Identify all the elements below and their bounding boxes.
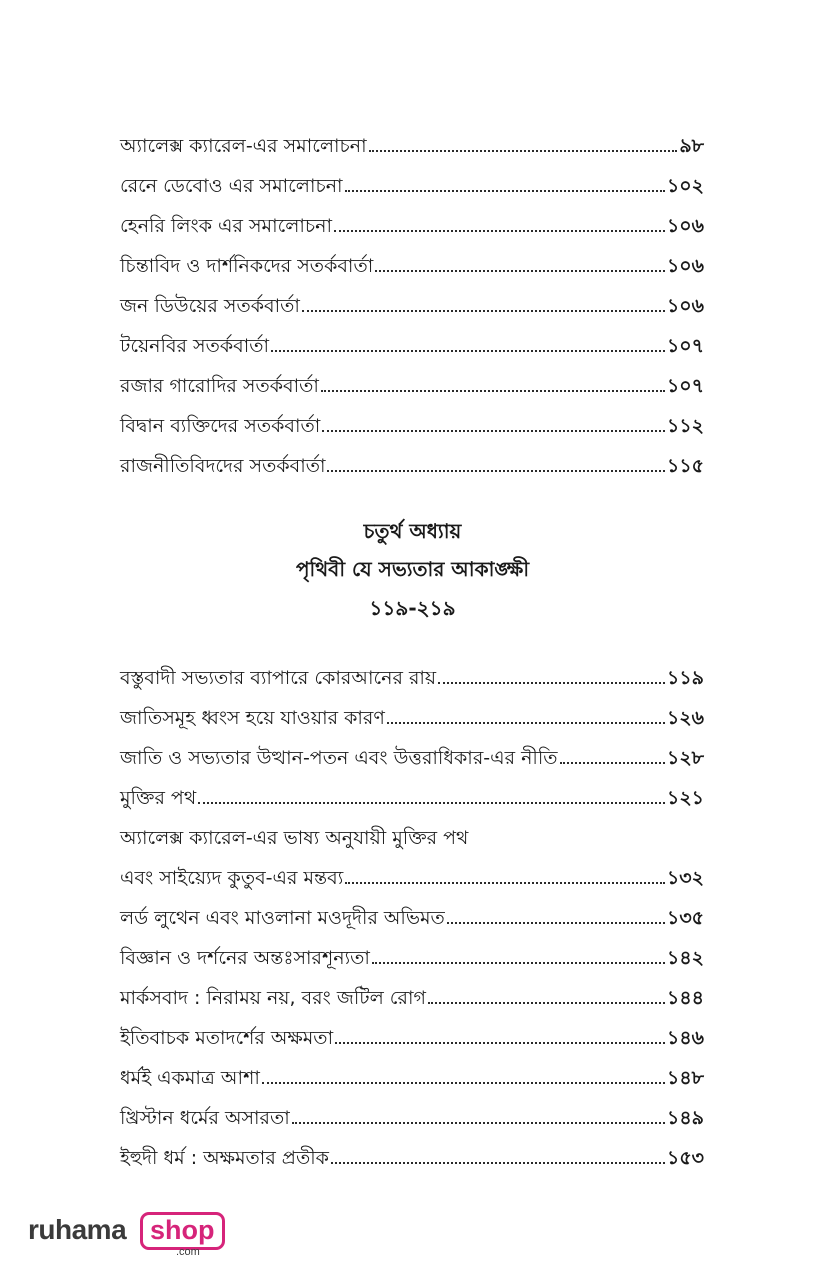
toc-entry <box>120 1130 704 1170</box>
chapter-heading <box>0 512 825 628</box>
toc-entry <box>120 278 704 318</box>
toc-entry <box>120 1050 704 1090</box>
dot-leader <box>262 1082 665 1084</box>
toc-entry-page: ১২৮ <box>666 747 704 769</box>
toc-entry-title: রজার গারোদির সতর্কবার্তা <box>120 375 319 397</box>
toc-entry <box>120 198 704 238</box>
toc-entry-title-line1: অ্যালেক্স ক্যারেল-এর ভাষ্য অনুযায়ী মুক্তির পথ <box>120 827 469 849</box>
dot-leader <box>369 150 678 152</box>
dot-leader <box>375 270 665 272</box>
toc-entry <box>120 730 704 770</box>
toc-entry-title: জাতি ও সভ্যতার উত্থান-পতন এবং উত্তরাধিকার-এর নীতি <box>120 747 558 769</box>
logo-wordmark: ruhama <box>28 1214 127 1245</box>
toc-entry-page: ১৫৩ <box>666 1147 704 1169</box>
toc-entry-page: ১১৫ <box>667 455 704 477</box>
dot-leader <box>345 190 665 192</box>
toc-entry-title: এবং সাইয়্যেদ কুতুব-এর মন্তব্য <box>120 867 344 889</box>
dot-leader <box>327 470 665 472</box>
toc-entry <box>120 158 704 198</box>
dot-leader <box>428 1002 665 1004</box>
toc-entry-page: ১০৬ <box>666 295 704 317</box>
toc-entry-title: ধর্মই একমাত্র আশা <box>120 1067 260 1089</box>
toc-entry-page: ১৪৪ <box>667 987 704 1009</box>
toc-entry <box>120 890 704 930</box>
toc-entry <box>120 1090 704 1130</box>
toc-entry-title: লর্ড লুথেন এবং মাওলানা মওদূদীর অভিমত <box>120 907 445 929</box>
toc-entry-title: খ্রিস্টান ধর্মের অসারতা <box>120 1107 290 1129</box>
toc-entry-page: ১২৬ <box>666 707 704 729</box>
toc-entry-title: রেনে ডেবোও এর সমালোচনা <box>120 175 343 197</box>
toc-entry-title: টয়েনবির সতর্কবার্তা <box>120 335 269 357</box>
toc-entry-page: ১১২ <box>666 415 704 437</box>
toc-entry-line2 <box>120 850 704 890</box>
toc-entry-page: ১২১ <box>666 787 704 809</box>
toc-entry-page: ৯৮ <box>679 135 704 157</box>
chapter-page-range: ১১৯-২১৯ <box>369 596 456 620</box>
toc-entry-page: ১০৭ <box>666 375 704 397</box>
toc-list-lower <box>120 650 704 1170</box>
toc-entry <box>120 358 704 398</box>
dot-leader <box>560 762 665 764</box>
dot-leader <box>387 722 665 724</box>
toc-entry-page: ১৩২ <box>666 867 704 889</box>
dot-leader <box>447 922 665 924</box>
toc-entry <box>120 650 704 690</box>
toc-entry-title: হেনরি লিংক এর সমালোচনা <box>120 215 333 237</box>
dot-leader <box>271 350 665 352</box>
toc-entry-title: ইহুদী ধর্ম : অক্ষমতার প্রতীক <box>120 1147 329 1169</box>
toc-entry <box>120 118 704 158</box>
toc-entry-page: ১০৬ <box>666 215 704 237</box>
toc-entry-page: ১৪৬ <box>666 1027 704 1049</box>
toc-entry-multiline <box>120 810 704 890</box>
chapter-title: পৃথিবী যে সভ্যতার আকাঙ্ক্ষী <box>295 557 530 581</box>
dot-leader <box>322 430 665 432</box>
dot-leader <box>335 1042 665 1044</box>
dot-leader <box>292 1122 665 1124</box>
dot-leader <box>334 230 665 232</box>
dot-leader <box>345 882 665 884</box>
dot-leader <box>302 310 665 312</box>
toc-entry-title: চিন্তাবিদ ও দার্শনিকদের সতর্কবার্তা <box>120 255 374 277</box>
toc-entry-title: রাজনীতিবিদদের সতর্কবার্তা <box>120 455 326 477</box>
chapter-label: চতুর্থ অধ্যায় <box>363 519 462 543</box>
toc-entry-title: বিদ্বান ব্যক্তিদের সতর্কবার্তা <box>120 415 321 437</box>
toc-entry-page: ১০৭ <box>666 335 704 357</box>
toc-entry-title: মুক্তির পথ <box>120 787 197 809</box>
toc-entry <box>120 770 704 810</box>
dot-leader <box>372 962 665 964</box>
toc-entry <box>120 970 704 1010</box>
toc-entry <box>120 930 704 970</box>
toc-entry-title: ইতিবাচক মতাদর্শের অক্ষমতা <box>120 1027 334 1049</box>
toc-entry <box>120 690 704 730</box>
toc-entry-page: ১৩৫ <box>666 907 704 929</box>
toc-entry <box>120 238 704 278</box>
dot-leader <box>438 682 665 684</box>
toc-entry-page: ১৪৯ <box>667 1107 704 1129</box>
toc-entry-title: জন ডিউয়ের সতর্কবার্তা <box>120 295 300 317</box>
logo-shop-badge <box>140 1212 225 1250</box>
toc-entry <box>120 438 704 478</box>
dot-leader <box>198 802 665 804</box>
dot-leader <box>331 1162 665 1164</box>
toc-list-upper <box>120 118 704 478</box>
toc-entry-title: বস্তুবাদী সভ্যতার ব্যাপারে কোরআনের রায় <box>120 667 437 689</box>
dot-leader <box>321 390 665 392</box>
toc-entry <box>120 318 704 358</box>
toc-entry-page: ১১৯ <box>667 667 704 689</box>
toc-entry-title: বিজ্ঞান ও দর্শনের অন্তঃসারশূন্যতা <box>120 947 370 969</box>
logo-shop-text: shop <box>150 1215 215 1245</box>
toc-entry-title: জাতিসমূহ ধ্বংস হয়ে যাওয়ার কারণ <box>120 707 385 729</box>
toc-entry <box>120 398 704 438</box>
toc-entry <box>120 1010 704 1050</box>
toc-entry-title: অ্যালেক্স ক্যারেল-এর সমালোচনা <box>120 135 367 157</box>
toc-entry-title: মার্কসবাদ : নিরাময় নয়, বরং জটিল রোগ <box>120 987 426 1009</box>
toc-entry-page: ১০৬ <box>666 255 704 277</box>
toc-entry-page: ১৪৮ <box>667 1067 704 1089</box>
toc-entry-page: ১৪২ <box>666 947 704 969</box>
ruhamashop-logo <box>28 1210 228 1260</box>
toc-entry-page: ১০২ <box>666 175 704 197</box>
logo-domain: .com <box>176 1246 200 1258</box>
